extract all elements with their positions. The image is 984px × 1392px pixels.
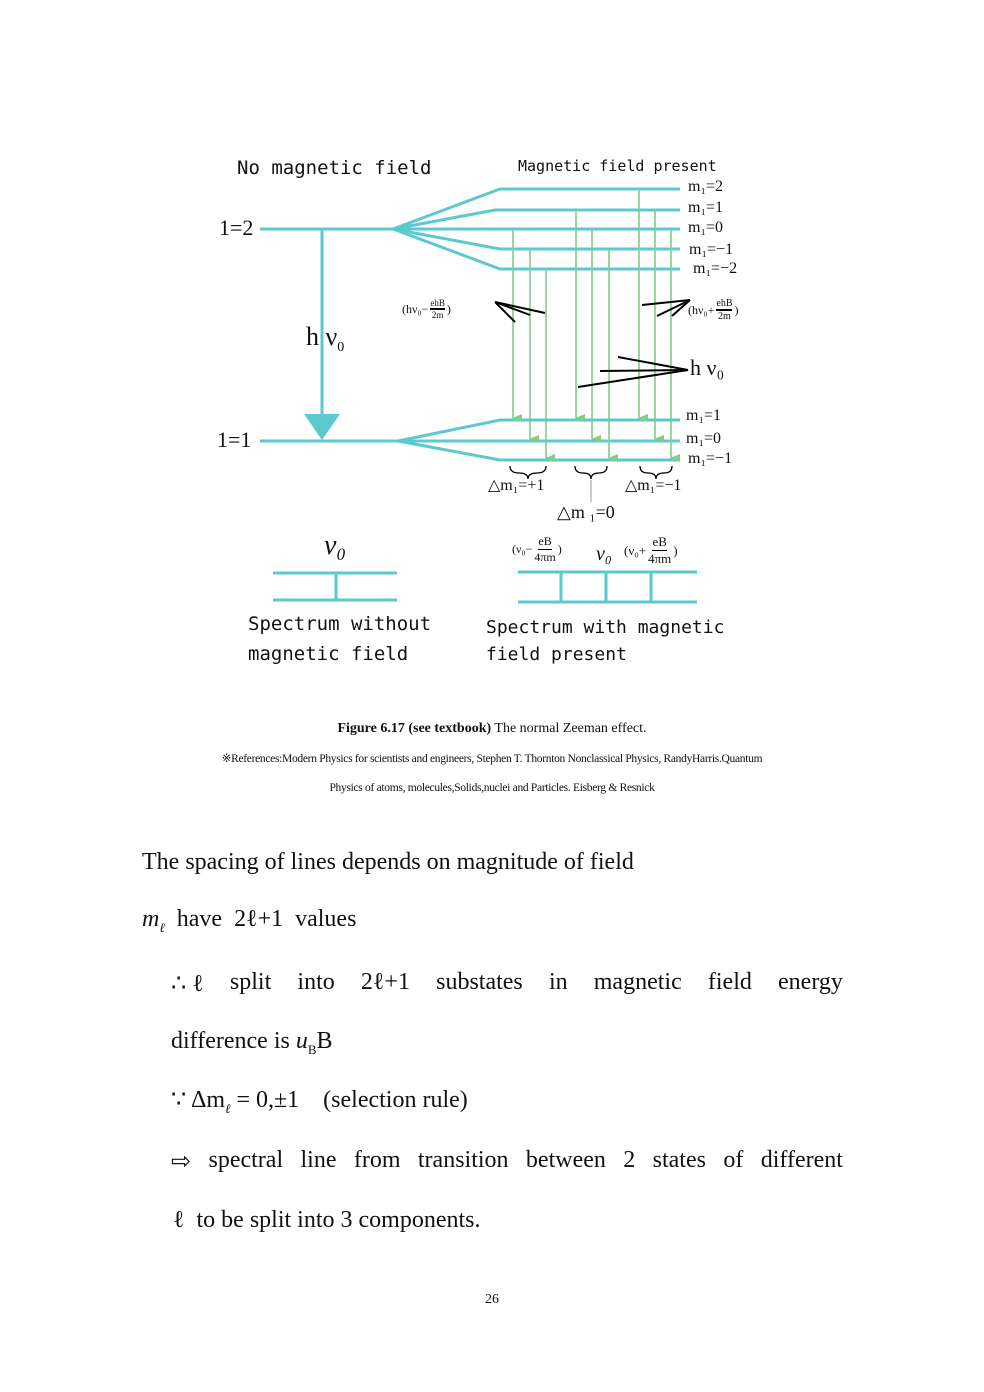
delta-plus-label: △m₁=+1 <box>488 477 545 494</box>
references-line-1: ※References:Modern Physics for scientists and engineers, Stephen T. Thornton Nonclassical Physics, RandyHarris.Quantum <box>221 753 763 765</box>
line4-b: B <box>316 1028 333 1054</box>
sublevel-label: m₁=−2 <box>693 260 738 277</box>
spectrum-fraction <box>534 534 555 565</box>
word: states <box>652 1147 706 1173</box>
spectrum-center-label: ν₀ <box>596 543 612 565</box>
delta-zero-label: △m ₁=0 <box>557 502 615 522</box>
delta-m: ∵ Δm <box>171 1087 226 1113</box>
word: substates <box>436 969 523 995</box>
upper-energy-label: (hν₀+ ehB 2m ) <box>688 298 739 322</box>
sublevel-label: m₁=−1 <box>688 450 733 467</box>
fraction-den: 4πm <box>648 551 672 566</box>
sublevel-label: m₁=2 <box>688 178 724 195</box>
word: into <box>297 969 335 995</box>
line4-text: difference is <box>171 1028 296 1054</box>
body-line-5 <box>171 1085 468 1117</box>
energy-fraction <box>430 298 445 320</box>
word: transition <box>417 1147 509 1173</box>
lower-level-label: 1=1 <box>217 427 252 452</box>
fraction-num: ehB <box>430 298 445 308</box>
word: in <box>548 969 568 995</box>
transition-label-text: h ν <box>306 322 338 351</box>
page-number: 26 <box>485 1292 499 1307</box>
word: field <box>707 969 752 995</box>
transition-label-sub: 0 <box>337 340 345 356</box>
word: between <box>525 1147 606 1173</box>
word: 2 <box>623 1147 636 1173</box>
spectrum-left-caption-2: magnetic field <box>248 643 409 665</box>
energy-text: (hν₀− <box>402 301 429 316</box>
fraction-den: 2m <box>431 310 444 320</box>
selection-rule: = 0,±1 (selection rule) <box>230 1087 468 1113</box>
spectrum-left-caption-1: Spectrum without <box>248 613 432 635</box>
body-line-2 <box>142 906 356 936</box>
fraction-num: eB <box>538 534 552 548</box>
arrow-icon: ⇨ <box>171 1149 192 1175</box>
spectrum-text: (ν₀− <box>512 542 533 556</box>
spectrum-fraction <box>648 534 671 567</box>
word: split <box>229 969 272 995</box>
m-symbol: m <box>142 906 160 932</box>
word: of <box>723 1147 744 1173</box>
right-title: Magnetic field present <box>518 157 717 175</box>
body-line-6 <box>171 1147 843 1176</box>
word: magnetic <box>593 969 682 995</box>
fraction-den: 4πm <box>534 550 556 564</box>
line2-text: have 2ℓ+1 values <box>176 906 357 932</box>
word: different <box>760 1147 843 1173</box>
word: 2ℓ+1 <box>360 969 410 995</box>
upper-level-label: 1=2 <box>219 215 254 240</box>
left-title: No magnetic field <box>237 157 432 179</box>
u-sub: B <box>307 1041 317 1057</box>
figure-caption <box>0 721 984 737</box>
m-sub: ℓ <box>159 919 165 935</box>
sublevel-label: m₁=1 <box>686 407 722 424</box>
fraction-num: ehB <box>716 298 733 309</box>
energy-text: (hν₀+ <box>688 302 715 317</box>
lower-energy-label: (hν₀− ehB 2m ) <box>402 298 451 320</box>
u-symbol: u <box>295 1028 308 1054</box>
word: ∴ ℓ <box>171 971 204 997</box>
spectrum-plus-label: (ν₀+ $\frac{eB}{4\pi m}$ ) <box>624 534 678 566</box>
word: energy <box>778 969 843 995</box>
transition-arrowhead <box>304 414 340 440</box>
sublevel-label: m₁=1 <box>688 199 724 216</box>
body-line-4 <box>171 1028 333 1058</box>
body-line-1: The spacing of lines depends on magnitude of field <box>142 849 634 875</box>
word: line <box>300 1147 337 1173</box>
sublevel-label: m₁=0 <box>688 219 724 236</box>
body-line-3 <box>171 969 843 998</box>
caption-text: The normal Zeeman effect. <box>491 721 647 736</box>
sublevel-label: m₁=0 <box>686 430 722 447</box>
transition-label <box>306 322 344 356</box>
spectrum-right-caption-2: field present <box>486 644 627 665</box>
energy-fraction <box>716 298 732 322</box>
sublevel-label: m₁=−1 <box>689 241 734 258</box>
body-line-7: ℓ to be split into 3 components. <box>173 1207 481 1233</box>
center-energy-label: h ν₀ <box>690 355 725 380</box>
delta-minus-label: △m₁=−1 <box>625 477 682 494</box>
fraction-num: eB <box>652 534 667 549</box>
caption-bold: Figure 6.17 (see textbook) <box>337 721 492 736</box>
spectrum-right-caption-1: Spectrum with magnetic <box>486 617 725 638</box>
word: from <box>353 1147 401 1173</box>
spectrum-left-label: ν₀ <box>324 530 347 561</box>
fraction-den: 2m <box>718 311 731 322</box>
delta-m-sub: ℓ <box>225 1100 231 1116</box>
references-line-2: Physics of atoms, molecules,Solids,nuclei and Particles. Eisberg & Resnick <box>329 782 655 794</box>
spectrum-minus-label: (ν₀− $\frac{eB}{4\pi m}$ ) <box>512 534 562 564</box>
word: spectral <box>208 1147 284 1173</box>
spectrum-text: (ν₀+ <box>624 542 647 558</box>
